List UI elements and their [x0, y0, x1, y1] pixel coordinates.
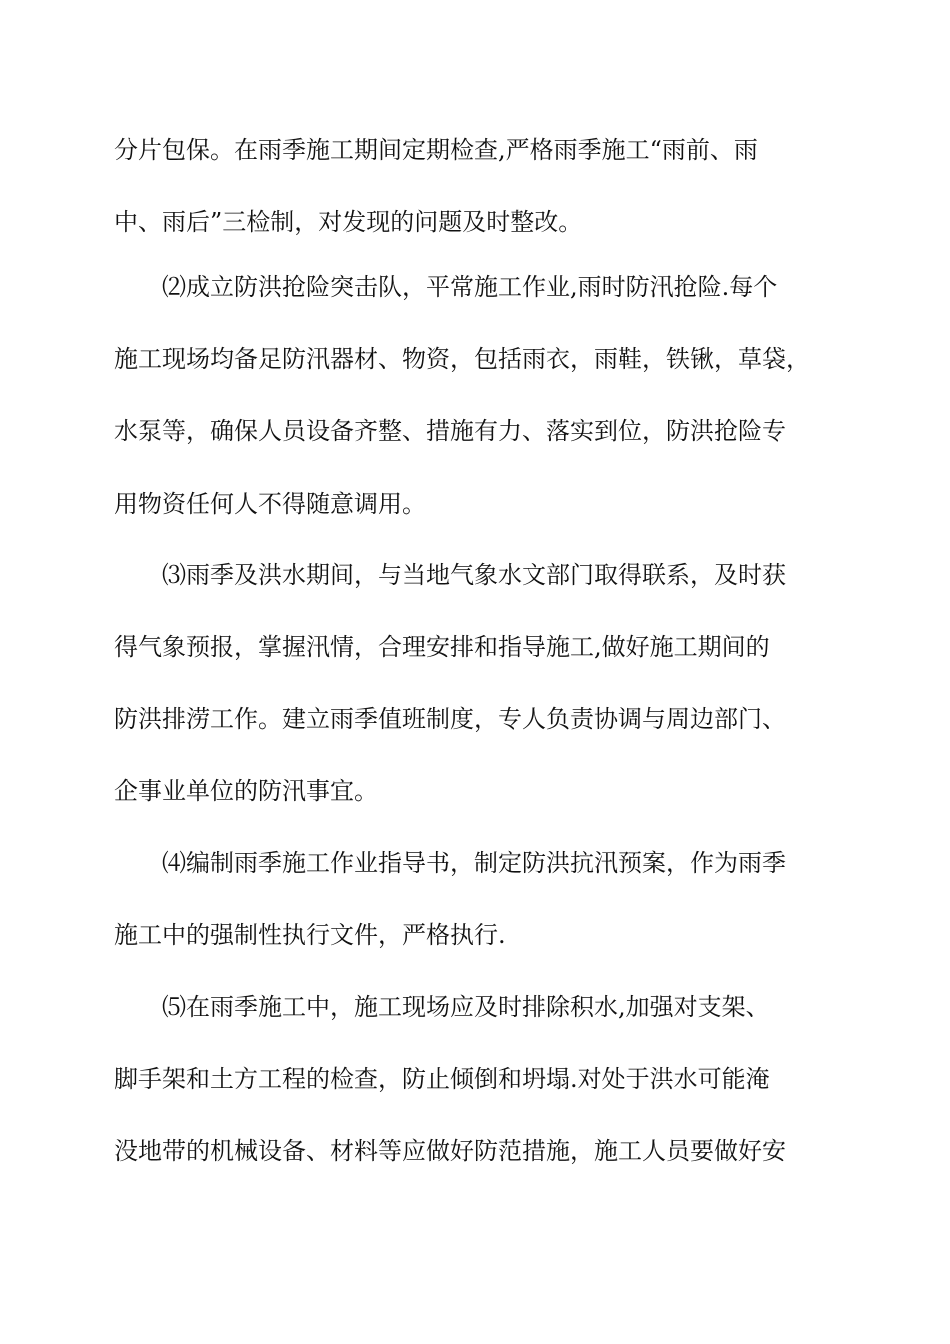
text-line: 防洪排涝工作。建立雨季值班制度，专人负责协调与周边部门、 — [114, 705, 786, 733]
text-line: 企事业单位的防汛事宜。 — [114, 777, 378, 805]
text-line: 施工现场均备足防汛器材、物资，包括雨衣，雨鞋，铁锹，草袋， — [114, 345, 810, 373]
text-line: 施工中的强制性执行文件，严格执行. — [114, 921, 506, 949]
text-line: 水泵等，确保人员设备齐整、措施有力、落实到位，防洪抢险专 — [114, 417, 786, 445]
text-line: 中、雨后”三检制，对发现的问题及时整改。 — [114, 208, 583, 236]
paragraph-4-start: ⑷编制雨季施工作业指导书，制定防洪抗汛预案，作为雨季 — [162, 849, 786, 877]
text-line: 分片包保。在雨季施工期间定期检查,严格雨季施工“雨前、雨 — [114, 136, 758, 164]
text-line: 用物资任何人不得随意调用。 — [114, 490, 426, 518]
text-line: 得气象预报，掌握汛情，合理安排和指导施工,做好施工期间的 — [114, 633, 770, 661]
paragraph-2-start: ⑵成立防洪抢险突击队，平常施工作业,雨时防汛抢险.每个 — [162, 273, 778, 301]
text-line: 没地带的机械设备、材料等应做好防范措施，施工人员要做好安 — [114, 1137, 786, 1165]
text-line: 脚手架和土方工程的检查，防止倾倒和坍塌.对处于洪水可能淹 — [114, 1065, 770, 1093]
paragraph-3-start: ⑶雨季及洪水期间，与当地气象水文部门取得联系，及时获 — [162, 561, 786, 589]
paragraph-5-start: ⑸在雨季施工中，施工现场应及时排除积水,加强对支架、 — [162, 993, 770, 1021]
